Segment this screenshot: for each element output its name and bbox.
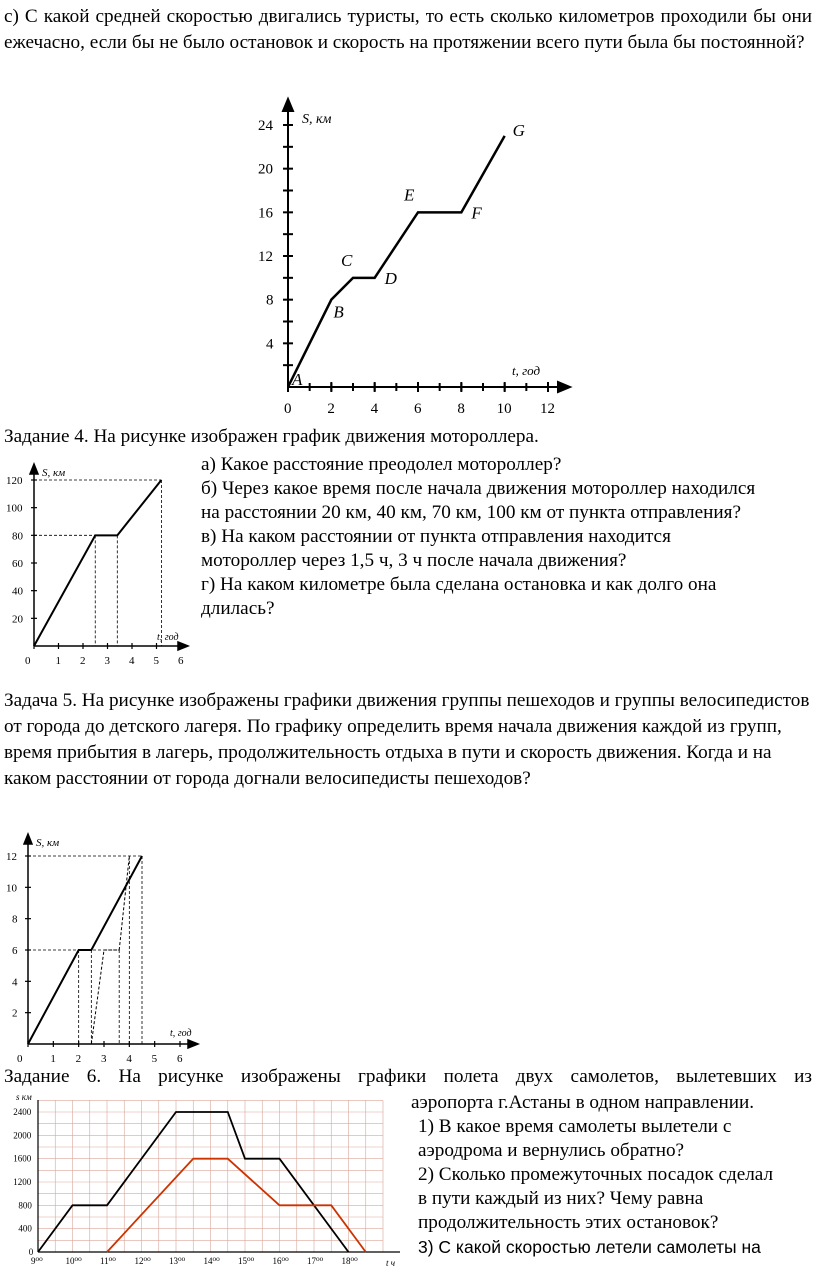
chart1-xtick-label: 4 xyxy=(370,401,379,417)
chart4-xtick-label: 11⁰⁰ xyxy=(100,1256,116,1266)
chart1-point-g: G xyxy=(512,120,525,140)
distance-time-chart-2 xyxy=(2,460,192,670)
task4-qd2: длилась? xyxy=(201,598,275,619)
chart1-ytick-label: 8 xyxy=(266,292,274,309)
chart1-ytick-label: 24 xyxy=(258,118,273,134)
distance-time-chart-1 xyxy=(240,95,580,425)
chart3-ylabel: S, км xyxy=(36,837,60,849)
chart4-xlabel: t ч xyxy=(386,1258,396,1268)
chart1-xtick-label: 12 xyxy=(540,401,555,417)
chart4-ytick-label: 2000 xyxy=(13,1130,32,1141)
chart3-xtick-label: 3 xyxy=(101,1053,107,1065)
chart3-ytick-label: 6 xyxy=(12,945,18,957)
task4-qa: а) Какое расстояние преодолел мотороллер? xyxy=(201,454,562,475)
chart2-ytick-label: 120 xyxy=(6,475,23,487)
chart4-ytick-label: 800 xyxy=(18,1200,32,1211)
chart1-xtick-label: 10 xyxy=(496,401,512,417)
chart4-xtick-label: 9⁰⁰ xyxy=(31,1256,43,1266)
distance-time-chart-3 xyxy=(2,830,202,1065)
chart3-ytick-label: 2 xyxy=(12,1007,18,1020)
chart1-ytick-label: 20 xyxy=(258,161,273,178)
task4-qc2: мотороллер через 1,5 ч, 3 ч после начала движения? xyxy=(201,550,627,571)
task6-q1a: 1) В какое время самолеты вылетели с xyxy=(418,1116,732,1137)
chart4-ytick-label: 400 xyxy=(18,1223,32,1234)
chart1-point-f: F xyxy=(471,203,482,223)
chart4-ylabel: s км xyxy=(16,1092,32,1102)
chart1-xlabel: t, год xyxy=(512,363,541,378)
chart4-xtick-label: 18⁰⁰ xyxy=(341,1256,358,1266)
chart4-ytick-label: 0 xyxy=(28,1247,34,1257)
chart4-xtick-label: 13⁰⁰ xyxy=(169,1256,186,1266)
chart1-point-d: D xyxy=(384,268,397,288)
question-c: с) С какой средней скоростью двигались туристы, то есть сколько километров проходили бы они ежечасно, если бы не было остановок и скорость на протяжении всего пути была бы постоянной? xyxy=(4,6,812,53)
chart3-xtick-label: 0 xyxy=(17,1053,23,1065)
chart3-xtick-label: 2 xyxy=(75,1053,82,1065)
chart4-xtick-label: 14⁰⁰ xyxy=(203,1256,220,1266)
chart2-xtick-label: 1 xyxy=(55,655,61,667)
task4-qc1: в) На каком расстоянии от пункта отправления находится xyxy=(201,526,671,547)
task4-qd1: г) На каком километре была сделана остановка и как долго она xyxy=(201,574,717,595)
chart4-xtick-label: 12⁰⁰ xyxy=(134,1256,151,1266)
chart4-ytick-label: 2400 xyxy=(13,1107,32,1117)
chart1-ylabel: S, км xyxy=(302,112,332,127)
chart4-xtick-label: 16⁰⁰ xyxy=(272,1256,289,1266)
chart4-xtick-label: 17⁰⁰ xyxy=(307,1256,324,1266)
chart1-point-e: E xyxy=(404,185,415,205)
chart2-xtick-label: 5 xyxy=(153,655,159,667)
task5-text: Задача 5. На рисунке изображены графики движения группы пешеходов и группы велосипедистов от города до детского лагеря. По графику определить время начала движения каждой из групп, время прибытия в лагерь, продолжительность отдыха в пути и скорость движения. Когда и на каком расстоянии от города догнали велосипедисты пешеходов? xyxy=(4,690,810,789)
chart2-xtick-label: 3 xyxy=(104,655,110,667)
chart2-ytick-label: 60 xyxy=(12,558,23,570)
chart3-xtick-label: 1 xyxy=(50,1053,56,1065)
task4-qb1: б) Через какое время после начала движения мотороллер находился xyxy=(201,478,756,499)
chart3-xtick-label: 4 xyxy=(126,1053,132,1065)
task6-q2c: продолжительность этих остановок? xyxy=(418,1212,719,1233)
task6-line2: аэропорта г.Астаны в одном направлении. xyxy=(411,1092,755,1113)
chart2-ytick-label: 40 xyxy=(12,585,23,598)
task6-q2b: в пути каждый из них? Чему равна xyxy=(418,1188,704,1209)
chart3-ytick-label: 4 xyxy=(12,976,18,989)
task4-title: Задание 4. На рисунке изображен график движения мотороллера. xyxy=(4,426,539,447)
chart4-ytick-label: 1600 xyxy=(13,1153,32,1164)
task6-q2a: 2) Сколько промежуточных посадок сделал xyxy=(418,1164,774,1185)
chart1-point-b: B xyxy=(333,302,344,322)
chart2-xlabel: t, год xyxy=(157,632,179,643)
task6-line1: Задание 6. На рисунке изображены графики полета двух самолетов, вылетевших из xyxy=(4,1066,812,1087)
chart3-ytick-label: 8 xyxy=(12,913,18,926)
chart2-ylabel: S, км xyxy=(42,467,66,479)
chart3-ytick-label: 12 xyxy=(6,851,17,863)
chart4-xtick-label: 10⁰⁰ xyxy=(65,1256,82,1266)
chart1-ytick-label: 16 xyxy=(258,205,273,222)
chart4-ytick-label: 1200 xyxy=(13,1177,32,1187)
chart1-point-c: C xyxy=(341,250,353,270)
chart1-xtick-label: 8 xyxy=(457,401,465,417)
chart1-xtick-label: 0 xyxy=(284,401,292,417)
chart3-xtick-label: 6 xyxy=(177,1053,183,1065)
chart1-xtick-label: 2 xyxy=(327,401,335,417)
chart4-xtick-label: 15⁰⁰ xyxy=(238,1256,255,1266)
chart2-ytick-label: 20 xyxy=(12,613,23,626)
chart1-point-a: A xyxy=(292,370,303,389)
chart2-xtick-label: 2 xyxy=(80,655,86,667)
chart2-xtick-label: 0 xyxy=(25,655,31,667)
task6-q1b: аэродрома и вернулись обратно? xyxy=(418,1140,685,1161)
flight-chart xyxy=(10,1092,410,1277)
chart1-xtick-label: 6 xyxy=(414,401,422,417)
chart2-ytick-label: 80 xyxy=(12,530,23,543)
chart3-xtick-label: 5 xyxy=(151,1053,158,1065)
chart2-xtick-label: 4 xyxy=(129,655,135,667)
chart1-ytick-label: 4 xyxy=(266,336,274,353)
task6-q3a: 3) С какой скоростью летели самолеты на xyxy=(418,1237,761,1257)
task4-qb2: на расстоянии 20 км, 40 км, 70 км, 100 км от пункта отправления? xyxy=(201,502,742,523)
chart3-xlabel: t, год xyxy=(170,1028,192,1039)
chart2-ytick-label: 100 xyxy=(6,502,23,515)
chart2-xtick-label: 6 xyxy=(178,655,184,667)
chart3-ytick-label: 10 xyxy=(6,882,17,895)
chart1-ytick-label: 12 xyxy=(258,249,273,265)
